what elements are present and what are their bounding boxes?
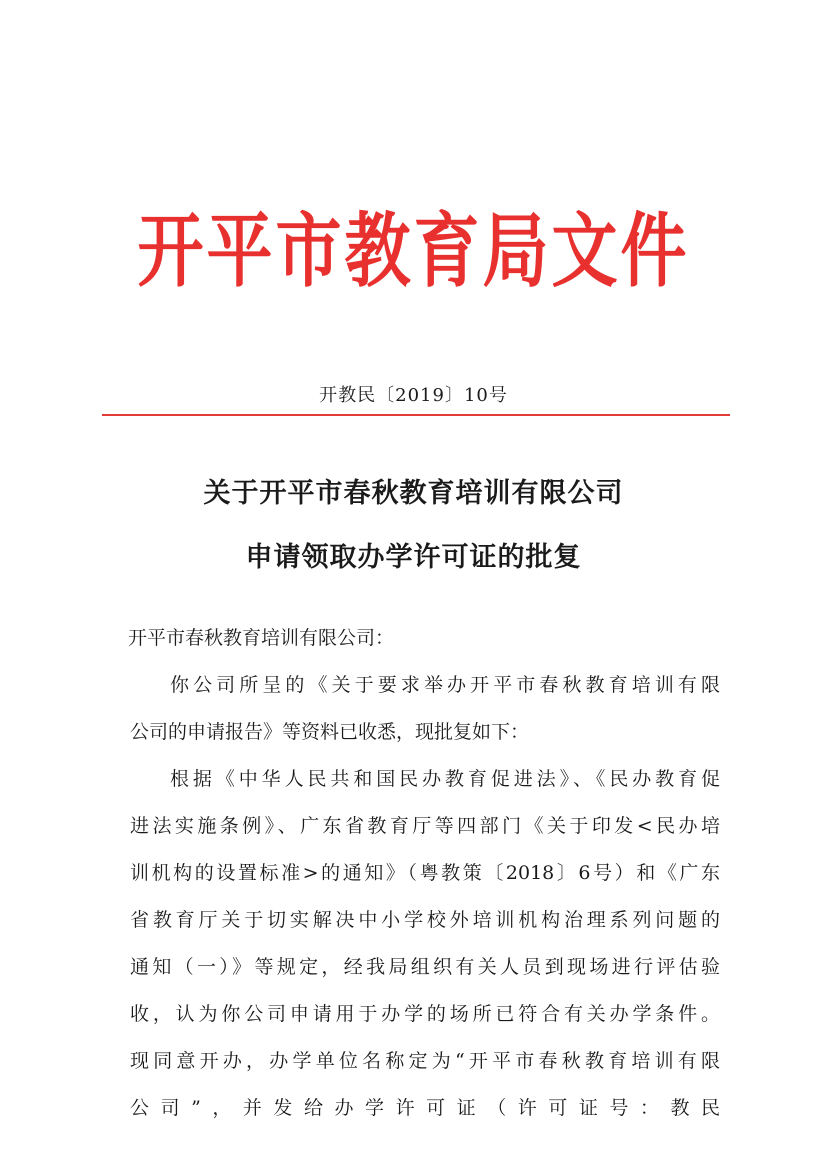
body-line-1: 你公司所呈的《关于要求举办开平市春秋教育培训有限 xyxy=(170,674,720,696)
body-line-3: 根据《中华人民共和国民办教育促进法》、《民办教育促 xyxy=(170,768,720,790)
red-divider-line xyxy=(102,414,730,416)
body-line-2: 公司的申请报告》等资料已收悉，现批复如下： xyxy=(130,721,530,743)
body-line-9: 现同意开办，办学单位名称定为“开平市春秋教育培训有限 xyxy=(130,1050,720,1072)
body-line-6: 省教育厅关于切实解决中小学校外培训机构治理系列问题的 xyxy=(130,909,720,931)
document-number: 开教民〔2019〕10号 xyxy=(319,385,508,406)
body-line-10: 公司”，并发给办学许可证（许可证号：教民 xyxy=(130,1097,720,1119)
body-line-4: 进法实施条例》、广东省教育厅等四部门《关于印发<民办培 xyxy=(130,815,720,837)
document-title-line-2: 申请领取办学许可证的批复 xyxy=(245,542,582,573)
addressee: 开平市春秋教育培训有限公司： xyxy=(128,627,395,649)
body-line-7: 通知（一）》等规定，经我局组织有关人员到现场进行评估验 xyxy=(130,956,720,978)
body-line-8: 收，认为你公司申请用于办学的场所已符合有关办学条件。 xyxy=(130,1003,720,1025)
body-line-5: 训机构的设置标准>的通知》（粤教策〔2018〕6号）和《广东 xyxy=(130,862,720,884)
document-title-line-1: 关于开平市春秋教育培训有限公司 xyxy=(203,478,624,509)
masthead-title: 开平市教育局文件 xyxy=(137,204,690,299)
